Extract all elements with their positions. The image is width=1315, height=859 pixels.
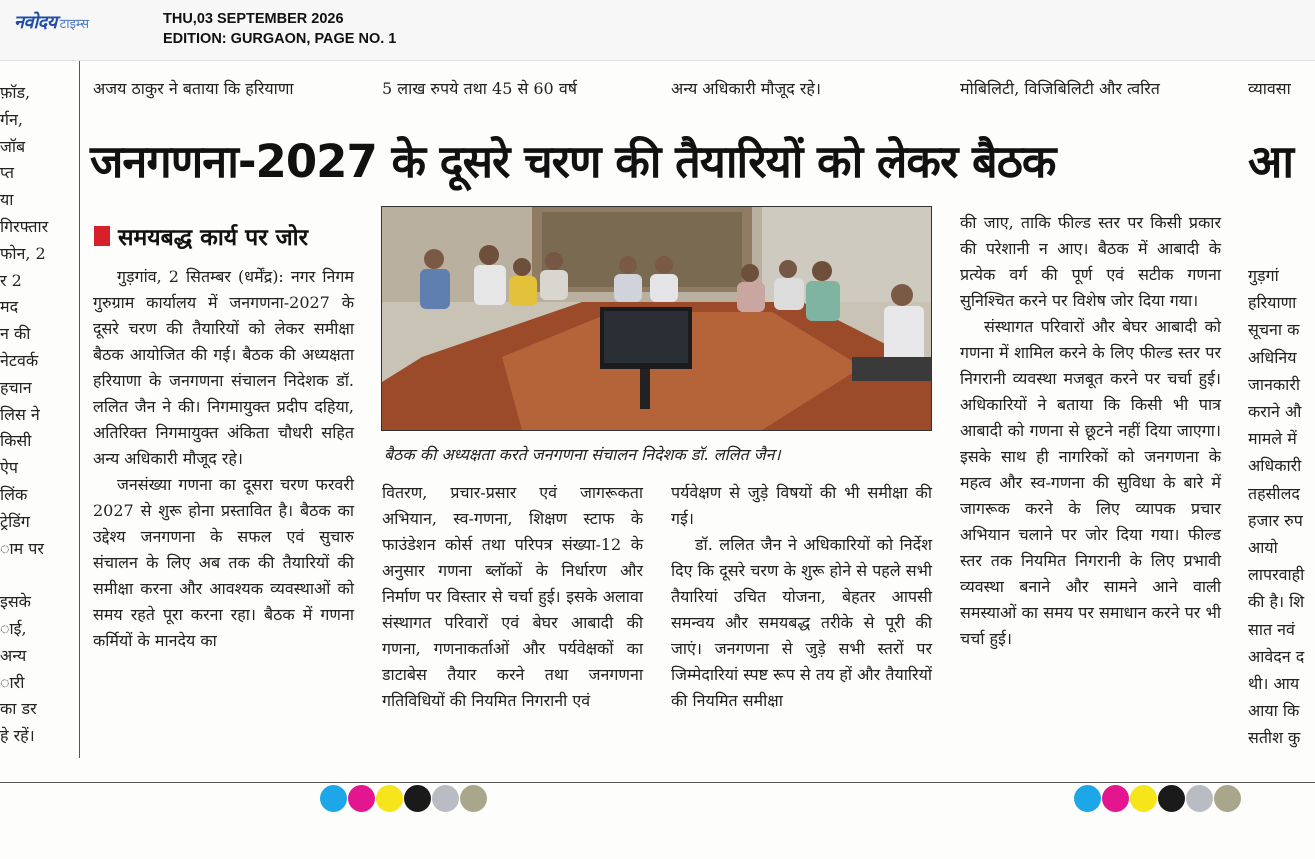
fragment-line: लापरवाही bbox=[1248, 565, 1305, 585]
fragment-line: हरियाणा bbox=[1248, 293, 1297, 313]
fragment-line: नेटवर्क bbox=[0, 350, 39, 370]
fragment-line: फोन, 2 bbox=[0, 243, 46, 263]
fragment-line: सूचना क bbox=[1248, 320, 1300, 340]
fragment-line: अधिकारी bbox=[1248, 456, 1302, 476]
magenta-dot-icon bbox=[1102, 785, 1129, 812]
fragment-line: र 2 bbox=[0, 270, 22, 290]
gray-dot-icon bbox=[432, 785, 459, 812]
fragment-line: ाम पर bbox=[0, 538, 44, 558]
fragment-line: फ़ॉड, bbox=[0, 83, 31, 102]
fragment-line: ाई, bbox=[0, 618, 27, 638]
fragment-line: र्गन, bbox=[0, 109, 23, 129]
fragment-line: अन्य bbox=[0, 645, 27, 665]
olive-dot-icon bbox=[460, 785, 487, 812]
paragraph: की जाए, ताकि फील्ड स्तर पर किसी प्रकार की परेशानी न आए। बैठक में आबादी के प्रत्येक वर्ग की पूर्ण एवं सटीक गणना सुनिश्चित करने पर विशेष जोर दिया गया। bbox=[960, 213, 1221, 310]
newspaper-page[interactable] bbox=[0, 60, 1315, 859]
fragment-line: ारी bbox=[0, 672, 25, 692]
article-column-1 bbox=[93, 264, 354, 654]
fragment-line: आयो bbox=[1248, 538, 1278, 558]
black-dot-icon bbox=[1158, 785, 1185, 812]
top-strip-col5: व्यावसा bbox=[1248, 79, 1291, 98]
fragment-line: हे रहें। bbox=[0, 726, 35, 746]
publication-logo[interactable] bbox=[14, 10, 89, 36]
fragment-line: या bbox=[0, 190, 14, 210]
top-strip-col3: अन्य अधिकारी मौजूद रहे। bbox=[671, 79, 821, 98]
photo-caption: बैठक की अध्यक्षता करते जनगणना संचालन निदेशक डॉ. ललित जैन। bbox=[384, 445, 781, 464]
color-registration-left bbox=[320, 785, 487, 812]
meeting-photo[interactable] bbox=[381, 206, 932, 431]
subhead-text: समयबद्ध कार्य पर जोर bbox=[118, 225, 309, 251]
yellow-dot-icon bbox=[1130, 785, 1157, 812]
fragment-line: हजार रुप bbox=[1248, 510, 1303, 530]
black-dot-icon bbox=[404, 785, 431, 812]
paragraph: वितरण, प्रचार-प्रसार एवं जागरूकता अभियान, स्व-गणना, शिक्षण स्टाफ के फाउंडेशन कोर्स तथा परिपत्र संख्या-12 के अनुसार गणना ब्लॉकों के निर्धारण और निर्माण पर विस्तार से चर्चा हुई। इसके अलावा संस्थागत परिवारों एवं बेघर आबादी की गणना, गणनाकर्ताओं और पर्यवेक्षकों का डाटाबेस तैयार करने तथा जनगणना गतिविधियों की नियमित निगरानी एवं bbox=[382, 483, 643, 710]
fragment-line: जानकारी bbox=[1248, 374, 1301, 394]
adjacent-headline: आ bbox=[1248, 135, 1294, 188]
fragment-line: का डर bbox=[0, 699, 37, 719]
bottom-rule bbox=[0, 782, 1315, 783]
top-strip-col1: अजय ठाकुर ने बताया कि हरियाणा bbox=[93, 79, 294, 98]
fragment-line: लिस ने bbox=[0, 404, 40, 424]
article-headline: जनगणना-2027 के दूसरे चरण की तैयारियों को लेकर बैठक bbox=[90, 135, 1056, 188]
article-column-3 bbox=[671, 480, 932, 714]
fragment-line: अधिनिय bbox=[1248, 347, 1297, 367]
edition-date: THU,03 SEPTEMBER 2026 bbox=[163, 11, 344, 27]
fragment-line: सात नवं bbox=[1248, 619, 1295, 639]
edition-page: EDITION: GURGAON, PAGE NO. 1 bbox=[163, 31, 397, 47]
fragment-line: ट्रेडिंग bbox=[0, 511, 30, 531]
fragment-line: ऐप bbox=[0, 458, 18, 478]
logo-text: नवोदय bbox=[14, 12, 57, 33]
logo-subtext: टाइम्स bbox=[59, 17, 89, 32]
fragment-line: तहसीलद bbox=[1248, 483, 1300, 503]
fragment-line: किसी bbox=[0, 431, 32, 451]
paragraph: डॉ. ललित जैन ने अधिकारियों को निर्देश दिए कि दूसरे चरण के शुरू होने से पहले सभी तैयारियां उचित योजना, बेहतर आपसी समन्वय और समयबद्ध तरीके से पूरी की जाएं। जनगणना से जुड़े सभी स्तरों पर जिम्मेदारियां स्पष्ट रूप से तय हों और तैयारियों की नियमित समीक्षा bbox=[671, 535, 932, 710]
magenta-dot-icon bbox=[348, 785, 375, 812]
top-strip-col4: मोबिलिटी, विजिबिलिटी और त्वरित bbox=[960, 79, 1160, 98]
paragraph: संस्थागत परिवारों और बेघर आबादी को गणना में शामिल करने के लिए फील्ड स्तर पर निगरानी व्यवस्था मजबूत करने पर चर्चा हुई। अधिकारियों ने बताया कि किसी भी पात्र आबादी को गणना से छूटने नहीं दिया जाएगा। इसके साथ ही नागरिकों को जनगणना के महत्व और स्व-गणना की सुविधा के बारे में जागरूक करने के लिए व्यापक प्रचार अभियान चलाने पर जोर दिया गया। फील्ड स्तर तक नियमित निगरानी के लिए प्रभावी व्यवस्था बनाने और सामने आने वाली समस्याओं का समय पर समाधान करने पर भी चर्चा हुई। bbox=[960, 317, 1221, 648]
fragment-line: सतीश कु bbox=[1248, 728, 1301, 748]
fragment-line: मद bbox=[0, 297, 19, 317]
fragment-line: न की bbox=[0, 324, 31, 344]
paragraph: जनसंख्या गणना का दूसरा चरण फरवरी 2027 से शुरू होना प्रस्तावित है। बैठक का उद्देश्य जनगणना के सफल एवं सुचारु संचालन के लिए अब तक की तैयारियों की समीक्षा करना और आवश्यक व्यवस्थाओं को समय रहते पूरा करना रहा। बैठक में गणना कर्मियों के मानदेय का bbox=[93, 475, 354, 650]
article-column-4 bbox=[960, 210, 1221, 652]
fragment-line: गुड़गां bbox=[1248, 266, 1279, 285]
fragment-line: इसके bbox=[0, 592, 31, 612]
edition-info bbox=[163, 9, 396, 49]
column-divider bbox=[79, 60, 80, 758]
top-bar bbox=[0, 0, 1315, 61]
right-column-fragments bbox=[1248, 262, 1315, 752]
fragment-line: कराने औ bbox=[1248, 402, 1302, 422]
red-square-icon bbox=[94, 226, 110, 246]
fragment-line: लिंक bbox=[0, 484, 28, 504]
paragraph: गुड़गांव, 2 सितम्बर (धर्मेंद्र): नगर निगम गुरुग्राम कार्यालय में जनगणना-2027 के दूसरे चरण की तैयारियों को लेकर समीक्षा बैठक आयोजित की गई। बैठक की अध्यक्षता हरियाणा के जनगणना संचालन निदेशक डॉ. ललित जैन ने की। निगमायुक्त प्रदीप दहिया, अतिरिक्त निगमायुक्त अंकिता चौधरी सहित अन्य अधिकारी मौजूद रहे। bbox=[93, 267, 354, 468]
cyan-dot-icon bbox=[1074, 785, 1101, 812]
fragment-line: हचान bbox=[0, 377, 32, 397]
fragment-line: प्त bbox=[0, 163, 15, 183]
cyan-dot-icon bbox=[320, 785, 347, 812]
fragment-line: आया कि bbox=[1248, 701, 1300, 721]
fragment-line: की है। शि bbox=[1248, 592, 1305, 612]
article-subhead bbox=[94, 220, 308, 252]
fragment-line: गिरफ्तार bbox=[0, 216, 49, 236]
fragment-line: थी। आय bbox=[1248, 674, 1300, 694]
meeting-photo-illustration bbox=[382, 207, 931, 430]
fragment-line: आवेदन द bbox=[1248, 646, 1305, 666]
yellow-dot-icon bbox=[376, 785, 403, 812]
olive-dot-icon bbox=[1214, 785, 1241, 812]
paragraph: पर्यवेक्षण से जुड़े विषयों की भी समीक्षा की गई। bbox=[671, 483, 932, 528]
article-column-2 bbox=[382, 480, 643, 714]
top-strip-col2: 5 लाख रुपये तथा 45 से 60 वर्ष bbox=[382, 79, 577, 98]
fragment-line bbox=[0, 562, 60, 589]
fragment-line: जॉब bbox=[0, 136, 26, 156]
gray-dot-icon bbox=[1186, 785, 1213, 812]
left-column-fragments bbox=[0, 80, 60, 750]
color-registration-right bbox=[1074, 785, 1241, 812]
fragment-line: मामले में bbox=[1248, 429, 1297, 449]
